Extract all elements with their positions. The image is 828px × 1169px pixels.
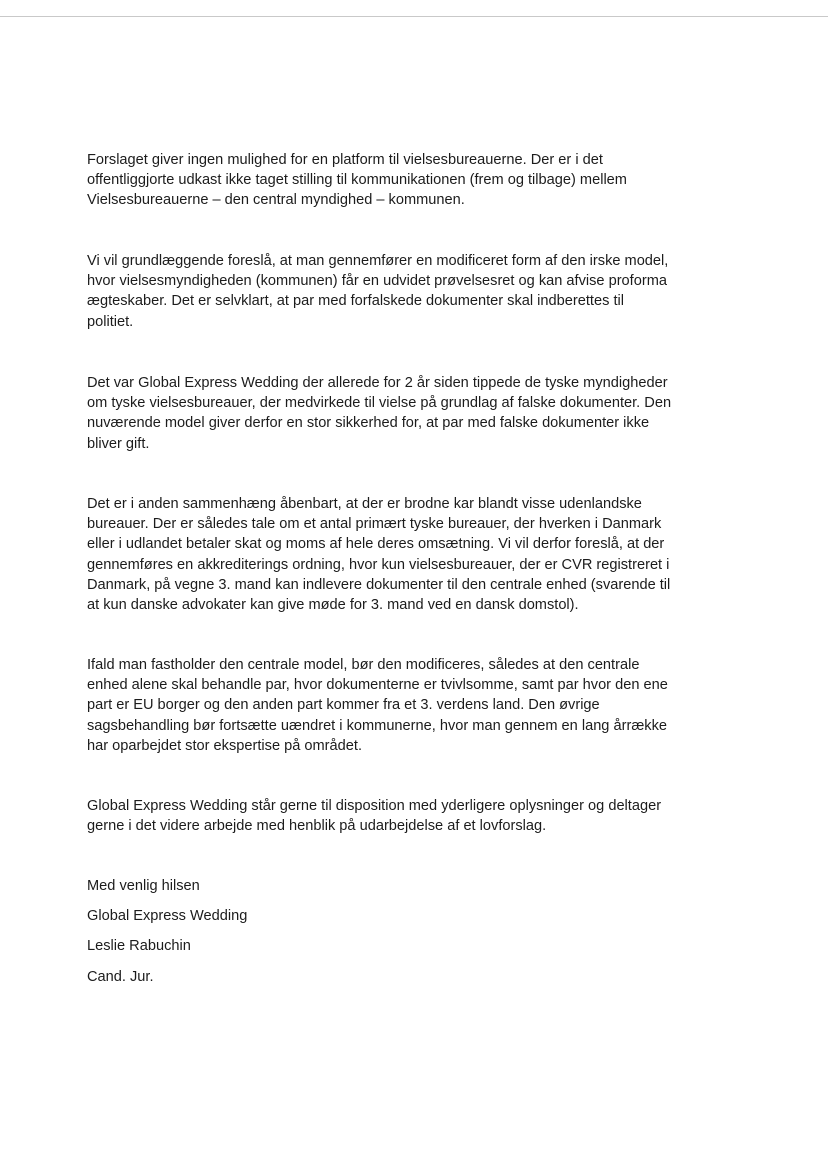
- paragraph-central-model: [87, 655, 747, 756]
- paragraph-line: bliver gift.: [87, 435, 150, 452]
- paragraph-platform: [87, 150, 747, 211]
- paragraph-line: ægteskaber. Det er selvklart, at par med forfalskede dokumenter skal indberettes til: [87, 293, 624, 310]
- paragraph-line: sagsbehandling bør fortsætte uændret i kommunerne, hvor man gennem en lang årrække: [87, 717, 668, 734]
- paragraph-line: Vielsesbureauerne – den central myndighed – kommunen.: [87, 192, 465, 209]
- paragraph-line: Forslaget giver ingen mulighed for en platform til vielsesbureauerne. Der er i det: [87, 152, 603, 168]
- paragraph-line: offentliggjorte udkast ikke taget stilling til kommunikationen (frem og tilbage) mellem: [87, 172, 627, 189]
- paragraph-line: eller i udlandet betaler skat og moms af hele deres omsætning. Vi vil derfor foreslå, at der: [87, 536, 665, 553]
- paragraph-line: politiet.: [87, 313, 134, 330]
- paragraph-line: nuværende model giver derfor en stor sikkerhed for, at par med falske dokumenter ikke: [87, 415, 650, 432]
- paragraph-line: hvor vielsesmyndigheden (kommunen) får en udvidet prøvelsesret og kan afvise proforma: [87, 273, 667, 290]
- paragraph-line: bureauer. Der er således tale om et antal primært tyske bureauer, der hverken i Danmark: [87, 516, 662, 533]
- paragraph-line: gerne i det videre arbejde med henblik på udarbejdelse af et lovforslag.: [87, 818, 547, 835]
- signature-closing: Med venlig hilsen: [87, 878, 200, 894]
- paragraph-line: part er EU borger og den anden part kommer fra et 3. verdens land. Den øvrige: [87, 697, 600, 714]
- paragraph-german-authorities: [87, 373, 747, 454]
- paragraph-line: har oparbejdet stor ekspertise på området.: [87, 737, 363, 754]
- signature-company: Global Express Wedding: [87, 908, 248, 924]
- paragraph-line: om tyske vielsesbureauer, der medvirkede til vielse på grundlag af falske dokumenter. Den: [87, 395, 672, 412]
- paragraph-line: at kun danske advokater kan give møde for 3. mand ved en dansk domstol).: [87, 597, 579, 614]
- paragraph-line: enhed alene skal behandle par, hvor dokumenterne er tvivlsomme, samt par hvor den ene: [87, 677, 668, 694]
- paragraph-line: Danmark, på vegne 3. mand kan indlevere dokumenter til den centrale enhed (svarende til: [87, 576, 671, 593]
- paragraph-line: Det er i anden sammenhæng åbenbart, at der er brodne kar blandt visse udenlandske: [87, 496, 642, 512]
- paragraph-accreditation: [87, 494, 747, 615]
- scan-top-rule: [0, 16, 828, 17]
- paragraph-line: Ifald man fastholder den centrale model, bør den modificeres, således at den centrale: [87, 657, 640, 673]
- paragraph-line: Global Express Wedding står gerne til disposition med yderligere oplysninger og deltager: [87, 798, 662, 814]
- paragraph-line: gennemføres en akkrediterings ordning, hvor kun vielsesbureauer, der er CVR registreret i: [87, 556, 670, 573]
- paragraph-line: Vi vil grundlæggende foreslå, at man gennemfører en modificeret form af den irske model,: [87, 253, 669, 269]
- paragraph-irish-model: [87, 251, 747, 332]
- paragraph-disposition: [87, 796, 747, 836]
- paragraph-line: Det var Global Express Wedding der allerede for 2 år siden tippede de tyske myndigheder: [87, 375, 668, 391]
- signature-title: Cand. Jur.: [87, 969, 154, 985]
- signature-name: Leslie Rabuchin: [87, 938, 191, 954]
